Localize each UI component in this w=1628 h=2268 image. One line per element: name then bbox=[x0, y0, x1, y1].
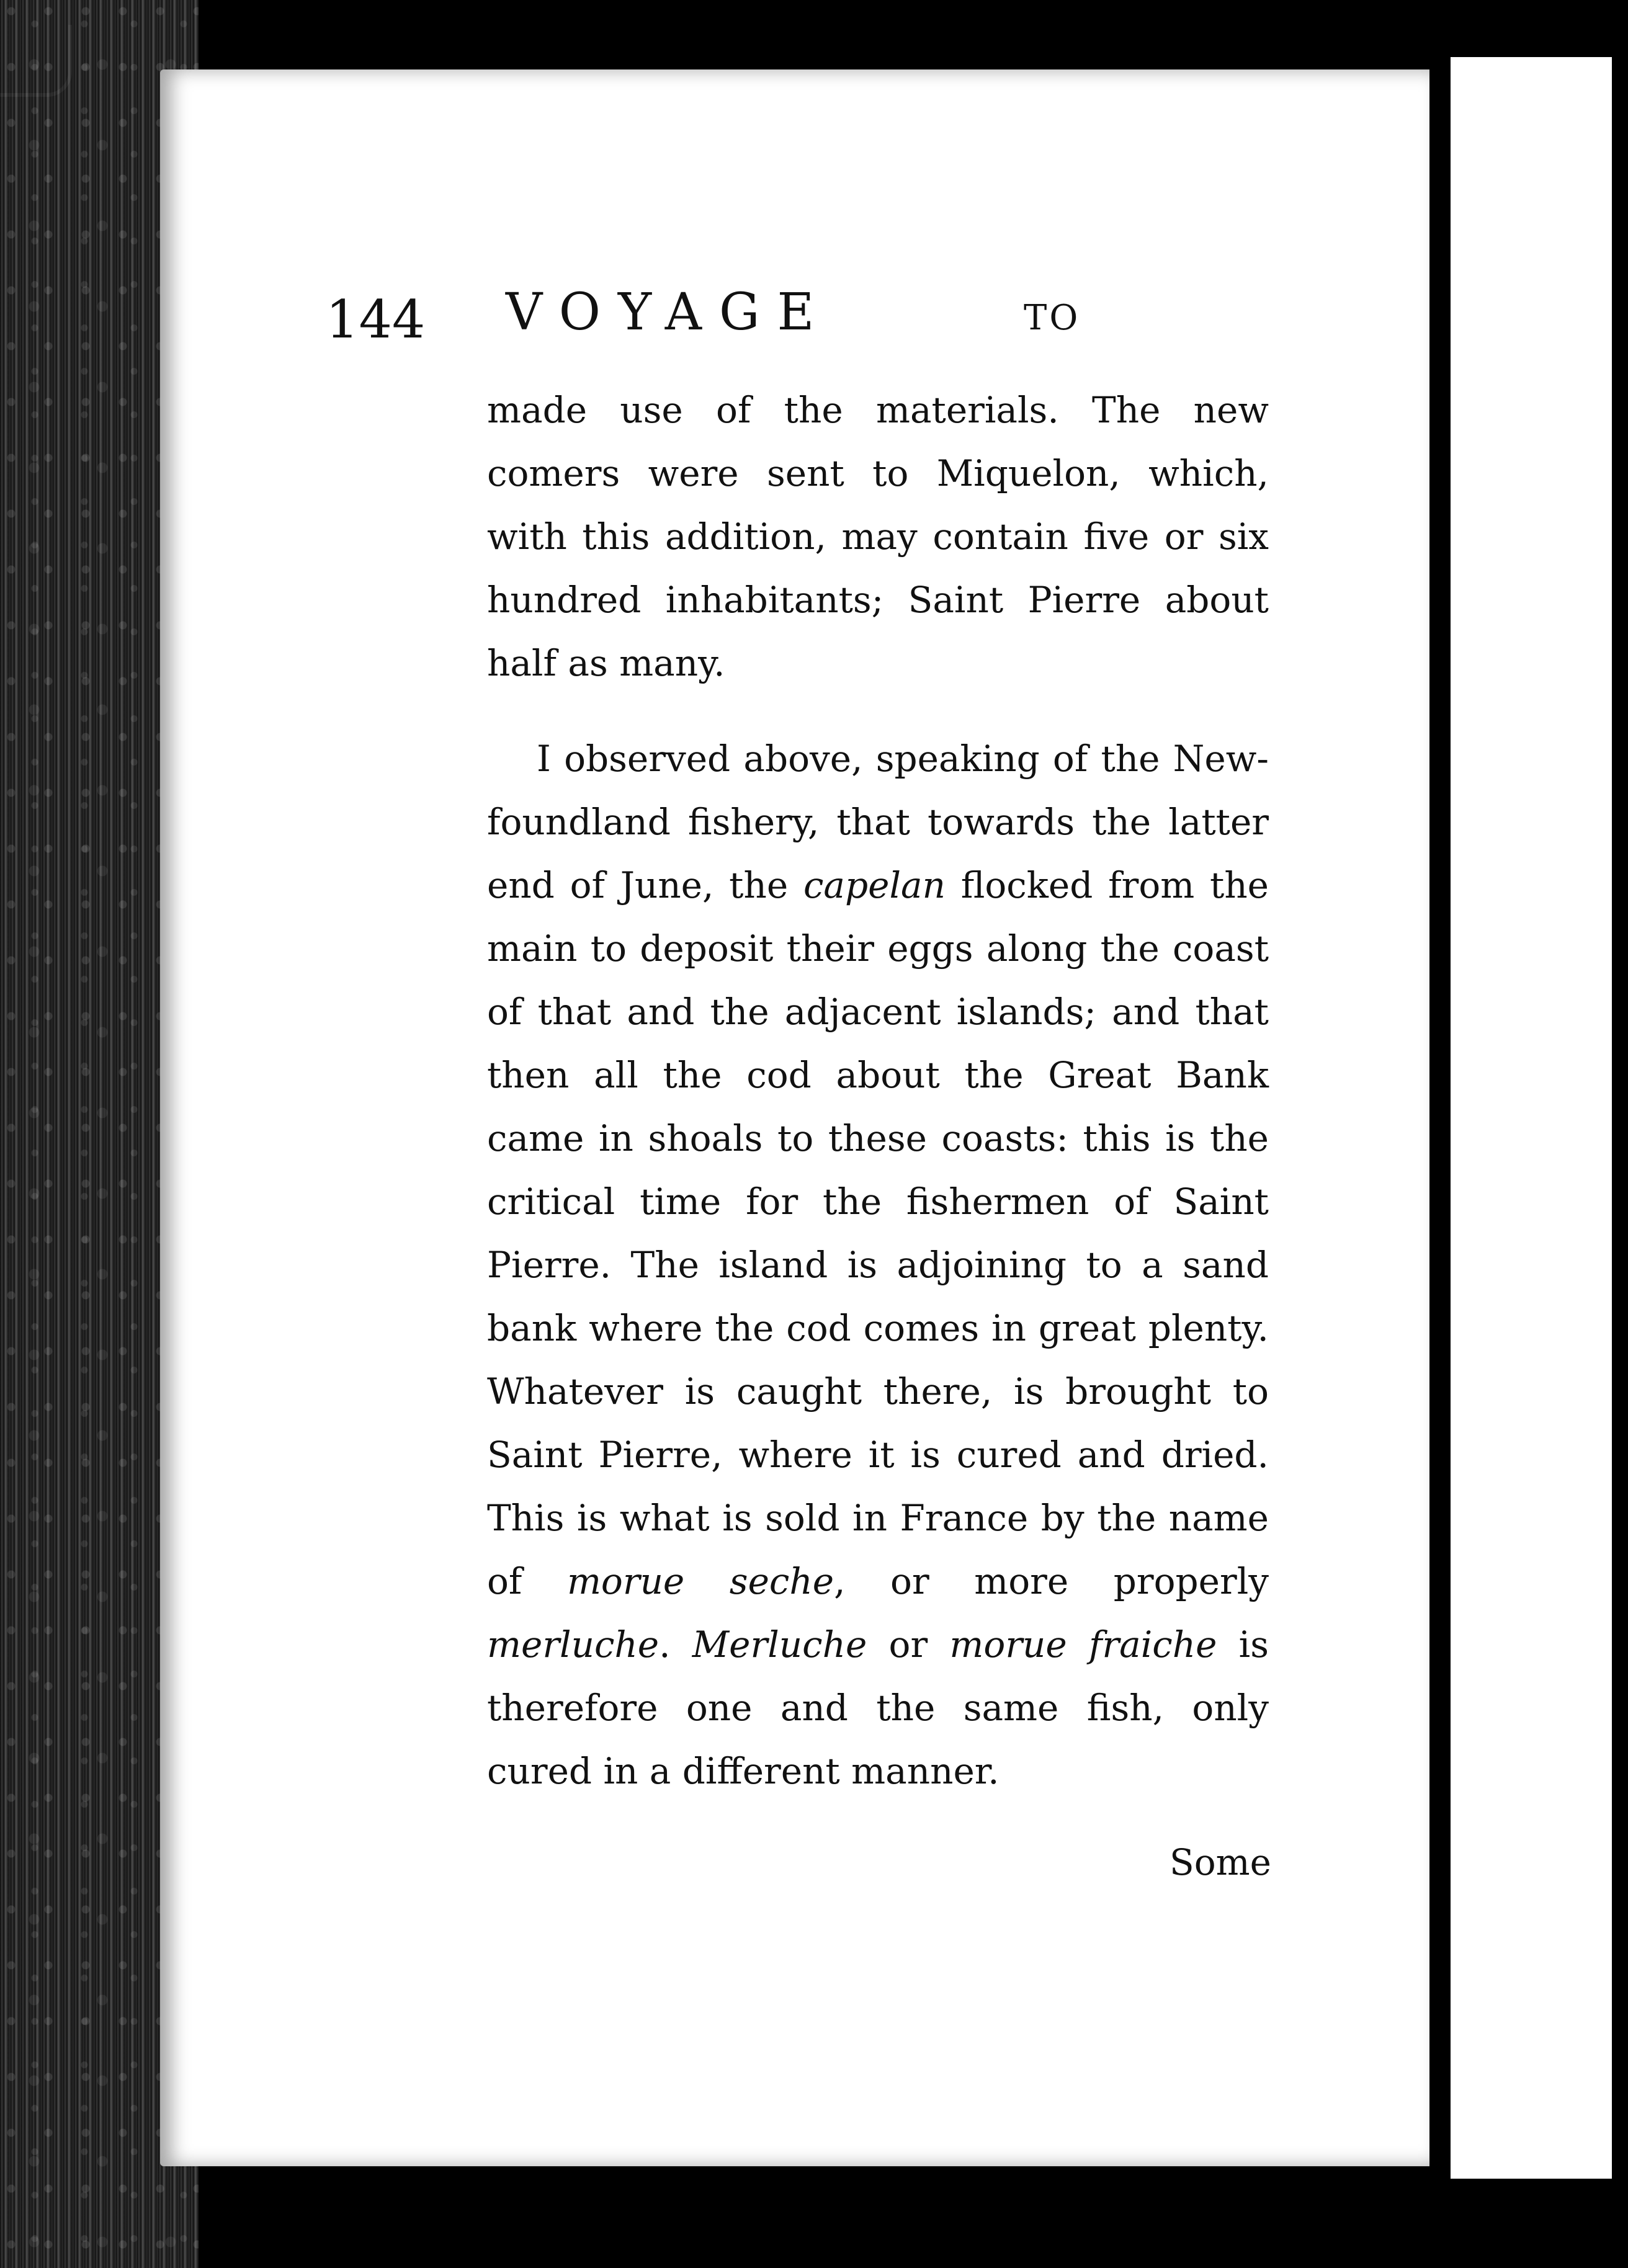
italic-text: Merluche bbox=[692, 1623, 867, 1666]
italic-text: morue fraiche bbox=[949, 1623, 1217, 1666]
text-run: is therefore one and the same fish, only cured in a different manner. bbox=[487, 1623, 1269, 1792]
text-run: flocked from the main to deposit their eggs along the coast of that and the adjacent islands; and that then all the cod about the Great Bank came in shoals to these coasts: this is the critical time for the fishermen of Saint Pierre. The island is adjoining to a sand bank where the cod comes in great plenty. Whatever is caught there, is brought to Saint Pierre, where it is cured and dried. This is what is sold in France by the name of bbox=[487, 864, 1269, 1602]
italic-text: capelan bbox=[803, 864, 946, 906]
paragraph bbox=[487, 378, 1269, 695]
facing-page-edge bbox=[1451, 57, 1612, 2179]
running-title-suffix: TO bbox=[1024, 298, 1081, 338]
page-header bbox=[326, 283, 1132, 351]
text-run: made use of the materials. The new comers were sent to Miquelon, which, with this addition, may contain five or six hundred inhabitants; Saint Pierre about half as many. bbox=[487, 389, 1269, 684]
body-text bbox=[487, 378, 1269, 1803]
text-run: , or more properly bbox=[834, 1560, 1269, 1602]
italic-text: morue seche bbox=[566, 1560, 834, 1602]
catchword: Some bbox=[1170, 1841, 1271, 1883]
text-run: . bbox=[659, 1623, 692, 1666]
paragraph bbox=[487, 727, 1269, 1803]
page-number: 144 bbox=[326, 289, 426, 350]
page-gutter bbox=[1429, 37, 1451, 2246]
italic-text: merluche bbox=[487, 1623, 660, 1666]
text-run: I observed above, speaking of the New-foundland fishery, that towards the latter end of June, the bbox=[487, 738, 1269, 906]
running-title: VOYAGE bbox=[506, 283, 832, 342]
text-run: or bbox=[867, 1623, 950, 1666]
